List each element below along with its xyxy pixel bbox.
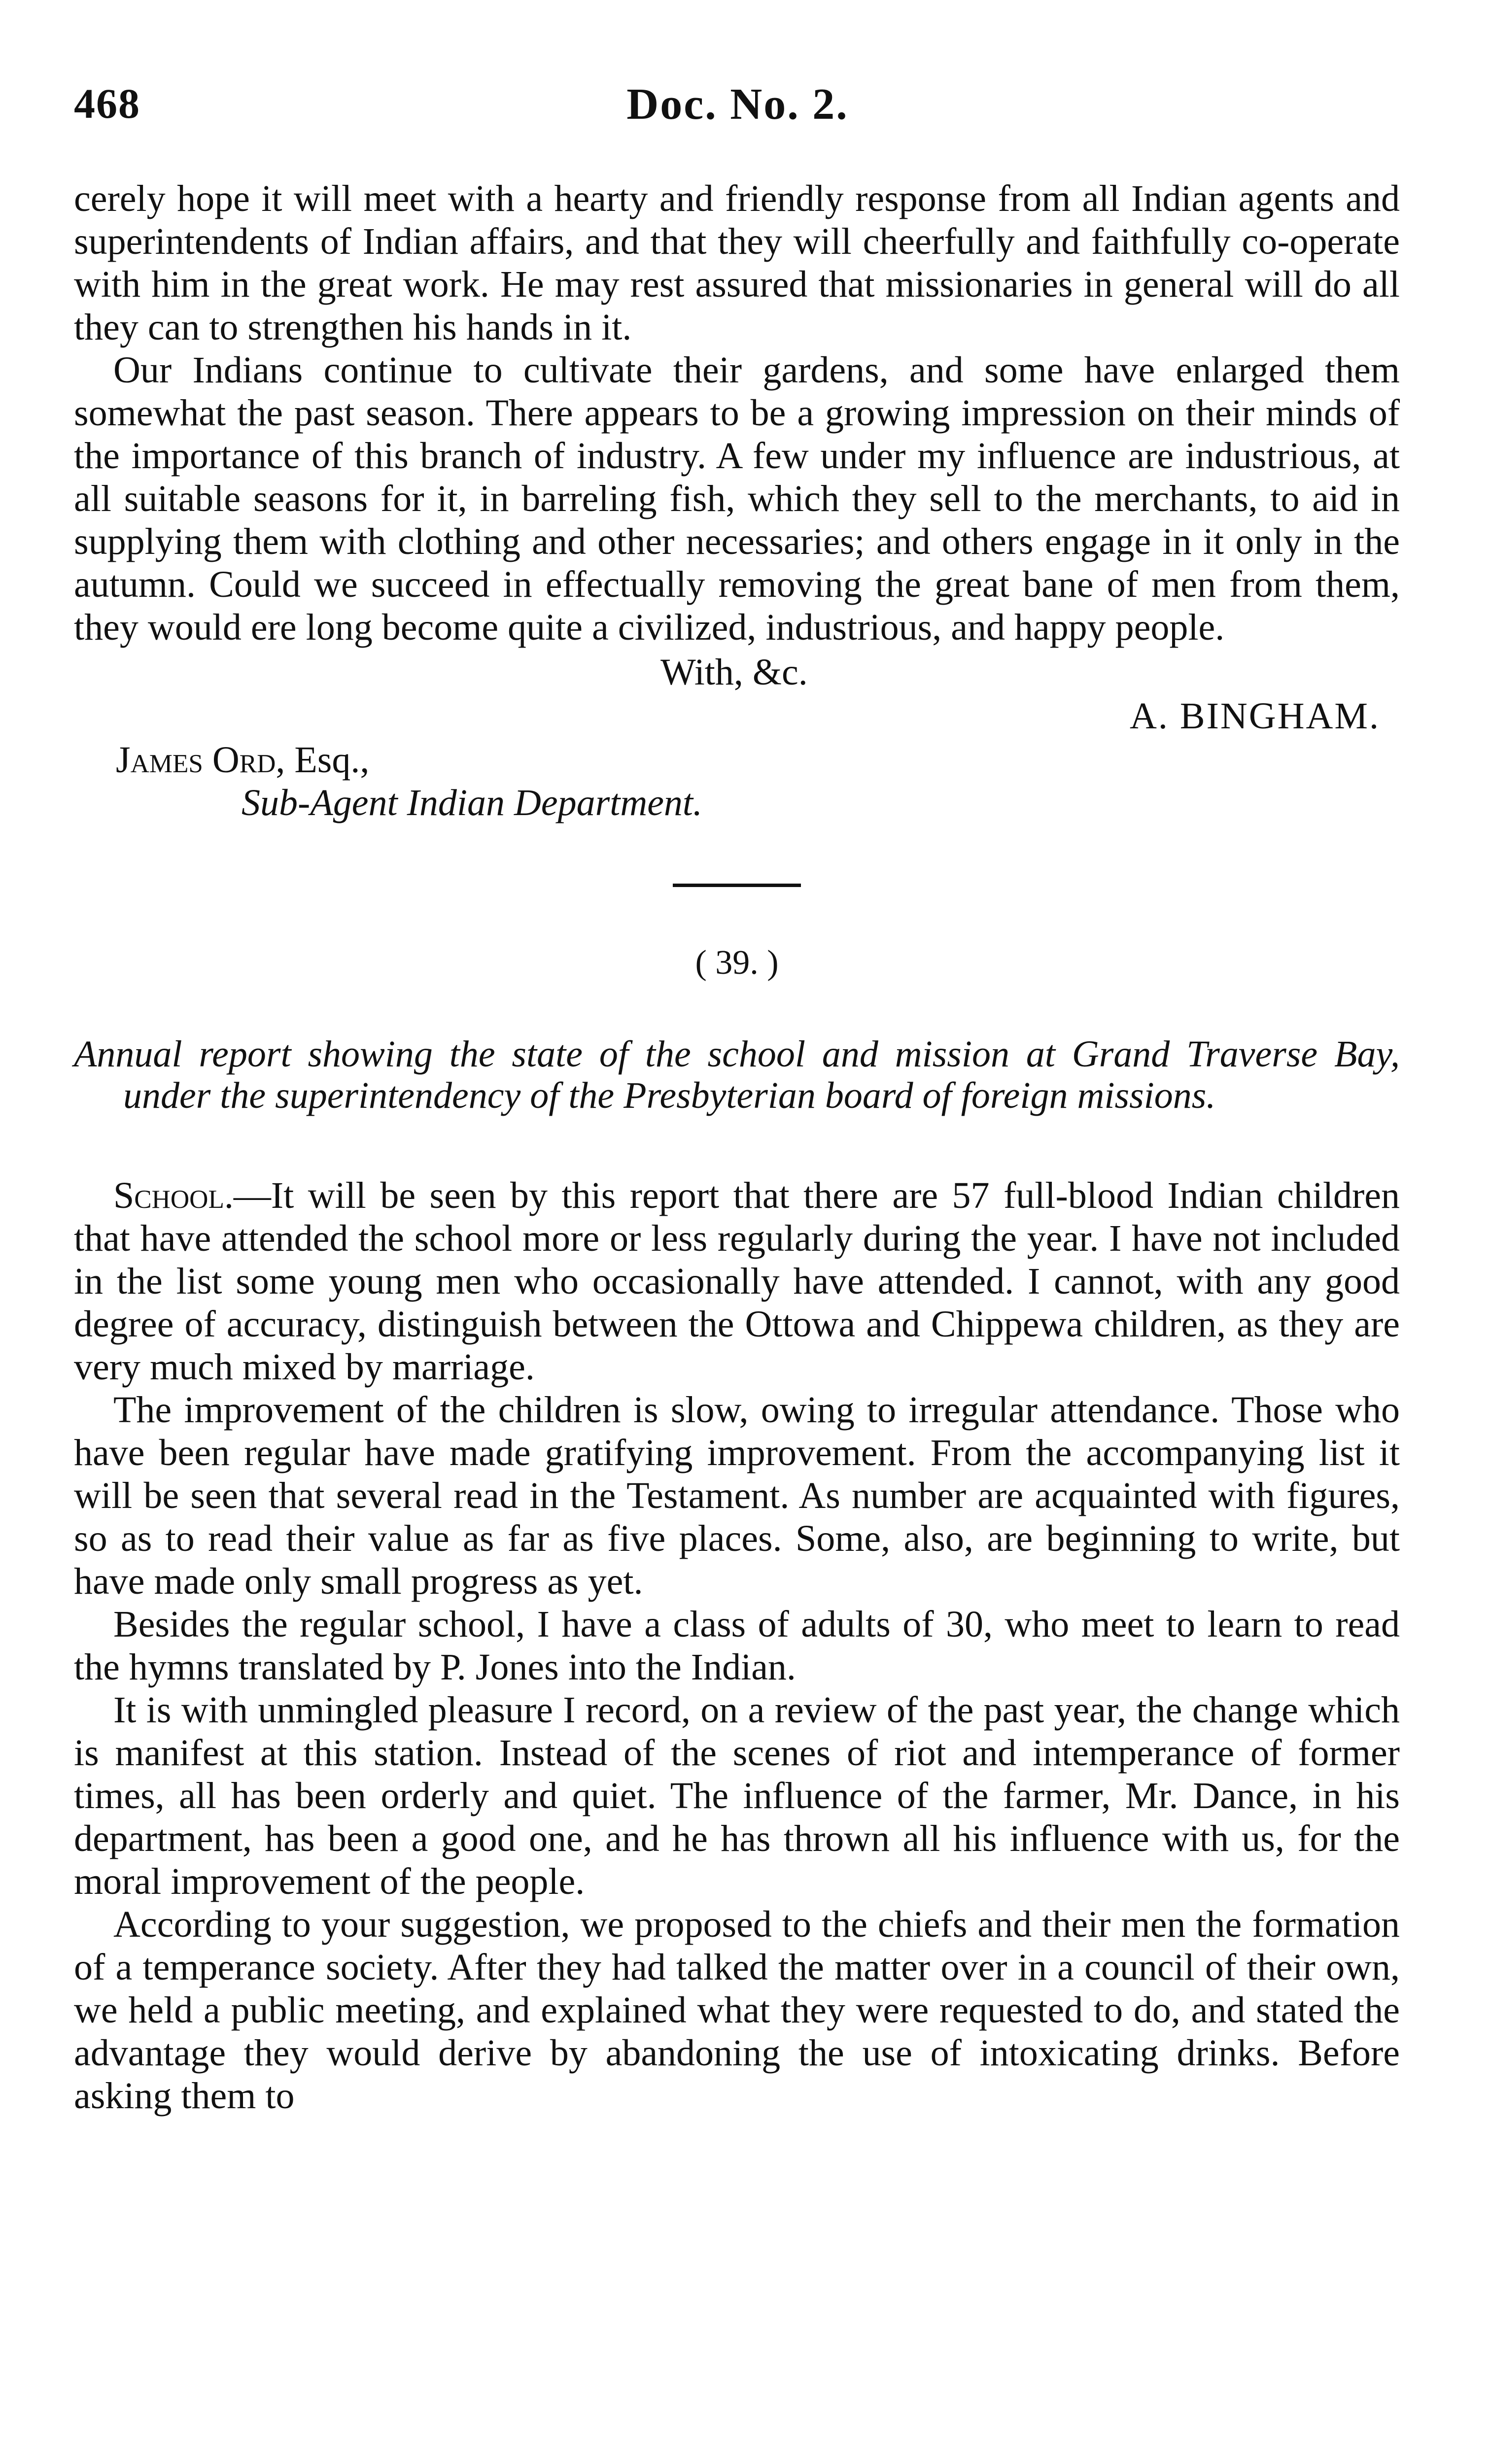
report-paragraph: According to your suggestion, we proposed to the chiefs and their men the formation of a temperance society. After they had talked the matter over in a council of their own, we held a public meeting, and explained what they were requested to do, and stated the advantage they would derive by abandoning the use of intoxicating drinks. Before asking them to (74, 1904, 1400, 2117)
report-paragraph: The improvement of the children is slow, owing to irregular attendance. Those who have been regular have made gratifying improvement. From the accompanying list it will be seen that several read in the Testament. As number are acquainted with figures, so as to read their value as far as five places. Some, also, are beginning to write, but have made only small progress as yet. (74, 1389, 1400, 1602)
addressee-suffix: , Esq., (276, 739, 370, 781)
report-paragraph: Besides the regular school, I have a class of adults of 30, who meet to learn to read the hymns translated by P. Jones into the Indian. (74, 1604, 1400, 1688)
signature: A. BINGHAM. (1130, 695, 1380, 737)
addressee-name: James Ord (116, 739, 276, 781)
report-paragraph: It is with unmingled pleasure I record, on a review of the past year, the change which is manifest at this station. Instead of the scenes of riot and intemperance of former times, all has been orderly and quiet. The influence of the farmer, Mr. Dance, in his department, has been a good one, and he has thrown all his influence with us, for the moral improvement of the people. (74, 1689, 1400, 1902)
letter-paragraph: Our Indians continue to cultivate their gardens, and some have enlarged them somewhat the past season. There appears to be a growing impression on their minds of the importance of this branch of industry. A few under my influence are industrious, at all suitable seasons for it, in barreling fish, which they sell to the merchants, to aid in supplying them with clothing and other necessaries; and others engage in it only in the autumn. Could we succeed in effectually removing the great bane of men from them, they would ere long become quite a civilized, industrious, and happy people. (74, 349, 1400, 648)
addressee (116, 739, 1400, 782)
report-paragraph-school (74, 1174, 1400, 1389)
report-title: Annual report showing the state of the school and mission at Grand Traverse Bay, under the superintendency of the Presbyterian board of foreign missions. (74, 1033, 1400, 1116)
page-body (74, 177, 1400, 2118)
letter-paragraph-continued: cerely hope it will meet with a hearty and friendly response from all Indian agents and superintendents of Indian affairs, and that they will cheerfully and faithfully co-operate with him in the great work. He may rest assured that missionaries in general will do all they can to strengthen his hands in it. (74, 178, 1400, 348)
school-text: —It will be seen by this report that there are 57 full-blood Indian children that have attended the school more or less regularly during the year. I have not included in the list some young men who occasionally have attended. I cannot, with any good degree of accuracy, distinguish between the Ottowa and Chippewa children, as they are very much mixed by marriage. (74, 1175, 1400, 1388)
page-number: 468 (74, 80, 140, 127)
section-divider (673, 884, 801, 887)
document-number: ( 39. ) (695, 944, 779, 982)
page-header (74, 74, 1401, 143)
school-label: School. (113, 1175, 234, 1216)
valediction: With, &c. (660, 651, 808, 693)
running-head: Doc. No. 2. (626, 80, 849, 129)
addressee-title: Sub-Agent Indian Department. (242, 782, 703, 823)
